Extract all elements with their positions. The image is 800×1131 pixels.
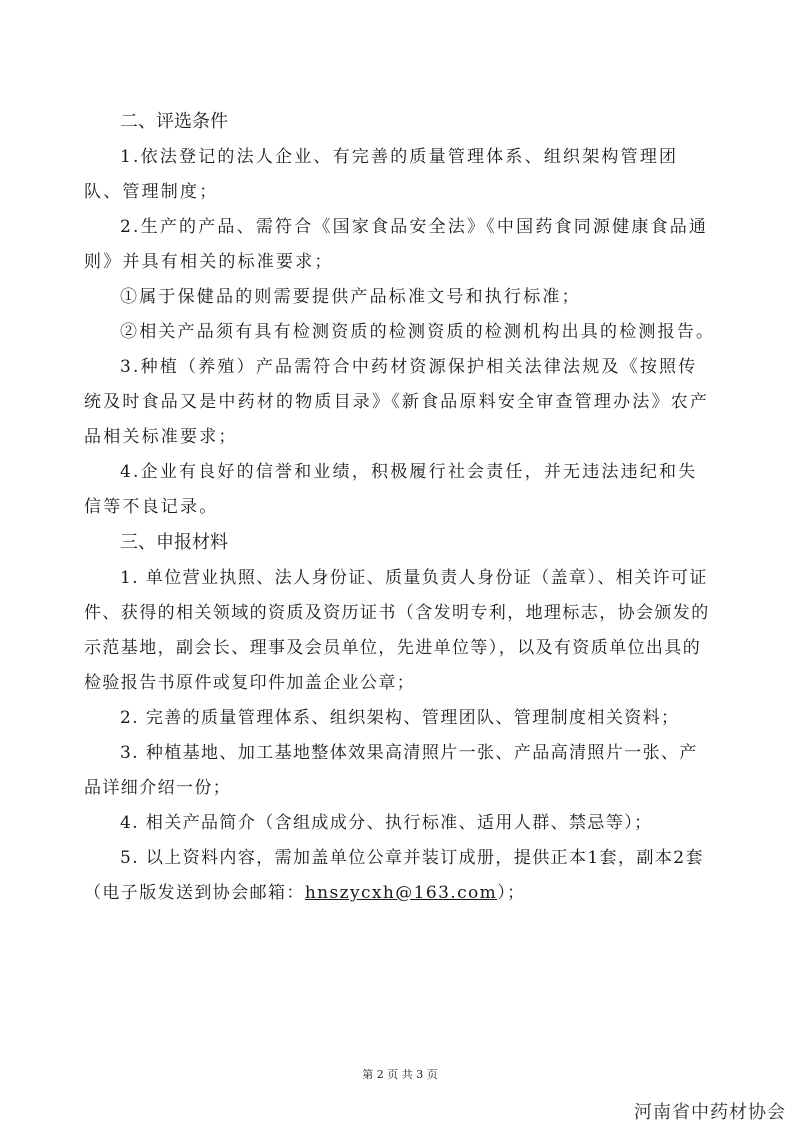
materials-item-5-end: ）； — [497, 883, 526, 903]
materials-item-5-text: 5. 以上资料内容，需加盖单位公章并装订成册，提供正本1套，副本2套（电子版发送到协会邮箱： — [84, 848, 704, 903]
materials-item-1: 1. 单位营业执照、法人身份证、质量负责人身份证（盖章）、相关许可证件、获得的相关领域的资质及资历证书（含发明专利，地理标志，协会颁发的示范基地，副会长、理事及会员单位，先进单位等），以及有资质单位出具的检验报告书原件或复印件加盖企业公章； — [84, 568, 710, 693]
materials-item-4: 4. 相关产品简介（含组成成分、执行标准、适用人群、禁忌等）； — [120, 813, 653, 833]
section-heading-materials: 三、申报材料 — [120, 532, 228, 553]
criteria-item-2a: ①属于保健品的则需要提供产品标准文号和执行标准； — [120, 287, 581, 307]
section-heading-criteria: 二、评选条件 — [120, 111, 228, 132]
criteria-item-3: 3.种植（养殖）产品需符合中药材资源保护相关法律法规及《按照传统及时食品又是中药材的物质目录》《新食品原料安全审查管理办法》农产品相关标准要求； — [84, 357, 710, 447]
email-link[interactable]: hnszycxh@163.com — [304, 883, 498, 903]
document-body — [84, 104, 716, 911]
materials-item-5 — [84, 841, 716, 911]
page-number: 第 2 页 共 3 页 — [362, 1068, 438, 1081]
criteria-item-2b: ②相关产品须有具有检测资质的检测资质的检测机构出具的检测报告。 — [120, 322, 716, 342]
criteria-item-1: 1.依法登记的法人企业、有完善的质量管理体系、组织架构管理团队、管理制度； — [84, 147, 679, 202]
association-watermark: 河南省中药材协会 — [634, 1102, 786, 1123]
criteria-item-4: 4.企业有良好的信誉和业绩，积极履行社会责任，并无违法违纪和失信等不良记录。 — [84, 462, 698, 517]
materials-item-2: 2. 完善的质量管理体系、组织架构、管理团队、管理制度相关资料； — [120, 708, 680, 728]
criteria-item-2: 2.生产的产品、需符合《国家食品安全法》《中国药食同源健康食品通则》并具有相关的标准要求； — [84, 217, 709, 272]
materials-item-3: 3. 种植基地、加工基地整体效果高清照片一张、产品高清照片一张、产品详细介绍一份； — [84, 743, 698, 798]
